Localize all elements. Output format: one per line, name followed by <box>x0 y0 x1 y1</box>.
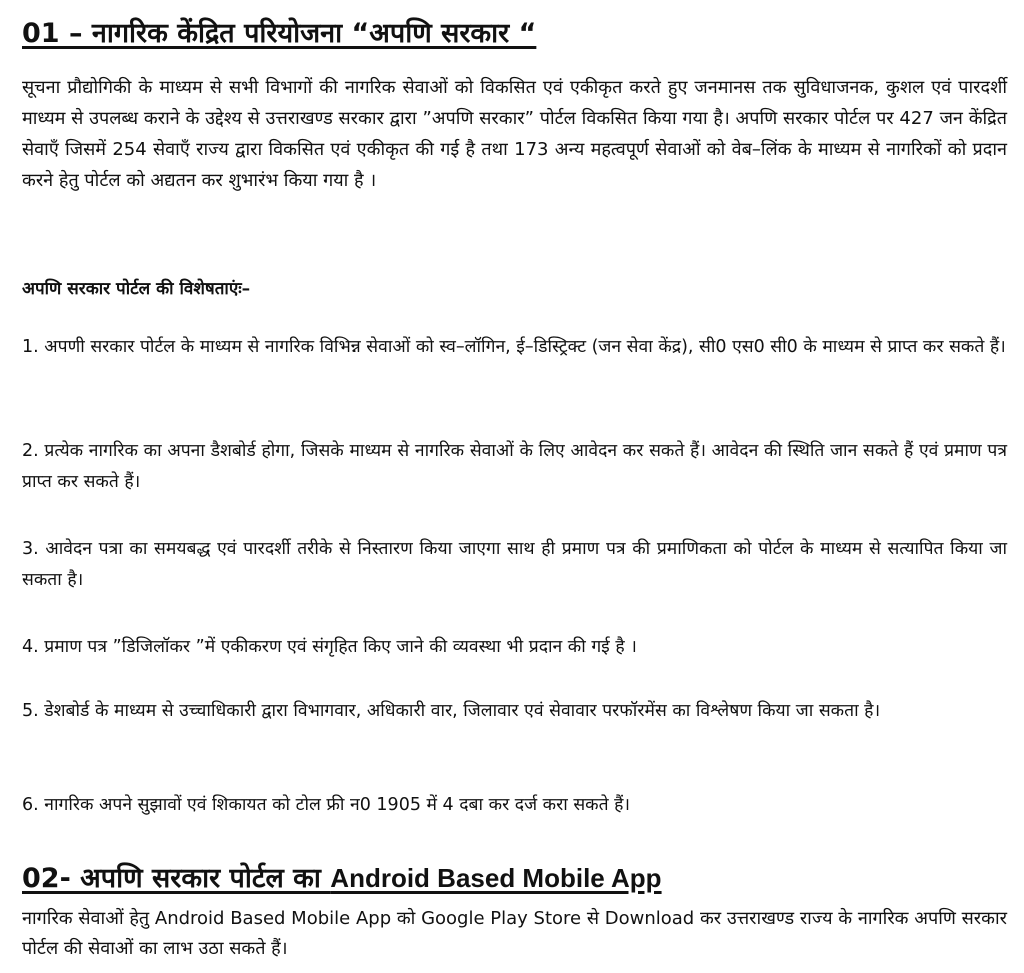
feature-item-3: 3. आवेदन पत्रा का समयबद्ध एवं पारदर्शी तरीके से निस्तारण किया जाएगा साथ ही प्रमाण पत्र की प्रमाणिकता को पोर्टल के माध्यम से सत्यापित किया जा सकता है। <box>22 539 1007 590</box>
feature-item-4: 4. प्रमाण पत्र ”डिजिलॉकर ”में एकीकरण एवं संगृहित किए जाने की व्यवस्था भी प्रदान की गई है । <box>22 637 637 657</box>
feature-item-2: 2. प्रत्येक नागरिक का अपना डैशबोर्ड होगा, जिसके माध्यम से नागरिक सेवाओं के लिए आवेदन कर सकते हैं। आवेदन की स्थिति जान सकते हैं एवं प्रमाण पत्र प्राप्त कर सकते हैं। <box>22 441 1007 492</box>
section-2-body-paragraph: नागरिक सेवाओं हेतु Android Based Mobile App को Google Play Store से Download कर उत्तराखण्ड राज्य के नागरिक अपणि सरकार पोर्टल की सेवाओं का लाभ उठा सकते हैं। <box>22 908 1007 959</box>
section-2-title <box>22 858 662 899</box>
section-1-title: 01 – नागरिक केंद्रित परियोजना “अपणि सरकार “ <box>22 18 537 49</box>
section-1-intro-paragraph: सूचना प्रौद्योगिकी के माध्यम से सभी विभागों की नागरिक सेवाओं को विकसित एवं एकीकृत करते हुए जनमानस तक सुविधाजनक, कुशल एवं पारदर्शी माध्यम से उपलब्ध कराने के उद्देश्य से उत्तराखण्ड सरकार द्वारा ”अपणि सरकार” पोर्टल विकसित किया गया है। अपणि सरकार पोर्टल पर 427 जन केंद्रित सेवाएँ जिसमें 254 सेवाएँ राज्य द्वारा विकसित एवं एकीकृत की गई है तथा 173 अन्य महत्वपूर्ण सेवाओं को वेब–लिंक के माध्यम से नागरिकों को प्रदान करने हेतु पोर्टल को अद्यतन कर शुभारंभ किया गया है । <box>22 77 1007 191</box>
features-heading: अपणि सरकार पोर्टल की विशेषताएंः– <box>22 279 251 299</box>
feature-item-1: 1. अपणी सरकार पोर्टल के माध्यम से नागरिक विभिन्न सेवाओं को स्व–लॉगिन, ई–डिस्ट्रिक्ट (जन सेवा केंद्र), सी0 एस0 सी0 के माध्यम से प्राप्त कर सकते हैं। <box>22 337 1006 357</box>
section-2-title-app: Android Based Mobile App <box>330 863 662 893</box>
feature-item-5: 5. डेशबोर्ड के माध्यम से उच्चाधिकारी द्वारा विभागवार, अधिकारी वार, जिलावार एवं सेवावार परफॉरमेंस का विश्लेषण किया जा सकता है। <box>22 701 881 721</box>
section-2-title-hindi: 02- अपणि सरकार पोर्टल का <box>22 863 331 894</box>
feature-item-6: 6. नागरिक अपने सुझावों एवं शिकायत को टोल फ्री न0 1905 में 4 दबा कर दर्ज करा सकते हैं। <box>22 795 631 815</box>
